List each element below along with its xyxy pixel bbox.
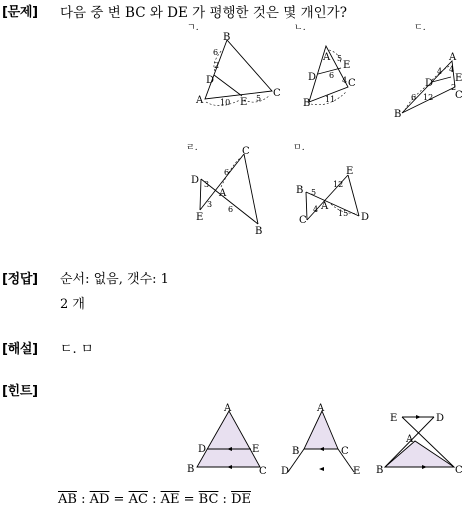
triangle xyxy=(197,411,260,467)
figure-a xyxy=(170,18,280,118)
vertex-label: E xyxy=(455,73,463,84)
segment-value: 10 xyxy=(220,98,231,107)
figure-c xyxy=(385,18,465,118)
vertex-label: B xyxy=(394,109,402,120)
segment-de xyxy=(432,77,451,82)
figure-d xyxy=(180,140,270,235)
vertex-label: C xyxy=(455,465,463,476)
equals-sign: = xyxy=(109,492,129,507)
vertex-label: D xyxy=(361,212,370,223)
figure-label: ㄱ. xyxy=(187,23,199,33)
ratio-sign: : xyxy=(218,492,232,507)
vertex-label: C xyxy=(299,215,307,226)
explanation-text: ㄷ. ㅁ xyxy=(60,342,94,357)
vertex-label: E xyxy=(390,413,398,424)
vertex-label: C xyxy=(455,90,463,101)
equals-sign: = xyxy=(179,492,199,507)
segment-value: 6 xyxy=(213,48,219,57)
vertex-label: A xyxy=(406,434,414,445)
segment-value: 12 xyxy=(333,180,344,189)
triangle xyxy=(385,441,454,467)
segment-value: 12 xyxy=(423,93,434,102)
hint-figure-1 xyxy=(180,402,270,477)
overline-segment: $\overline{AB}$ xyxy=(58,492,77,507)
segment-value: 3 xyxy=(207,200,213,209)
ratio-formula xyxy=(58,492,251,507)
segment-value: 2 xyxy=(451,83,457,92)
vertex-label: A xyxy=(317,403,325,414)
vertex-label: D xyxy=(436,413,445,424)
segment-de xyxy=(214,75,242,96)
figure-label: ㅁ. xyxy=(293,143,305,153)
figure-e xyxy=(285,140,375,235)
segment-value: 5 xyxy=(256,94,262,103)
segment-bc xyxy=(244,154,258,224)
vertex-label: B xyxy=(223,32,231,43)
segment-value: 6 xyxy=(329,71,335,80)
explanation-tag: [해설] xyxy=(2,342,38,357)
vertex-label: B xyxy=(255,226,263,237)
segment-value: 5 xyxy=(337,54,343,63)
vertex-label: A xyxy=(224,403,232,414)
arrow-marker xyxy=(416,415,421,419)
answer-tag: [정답] xyxy=(2,272,38,287)
segment-value: 5 xyxy=(311,188,317,197)
segment-value: 4 xyxy=(342,76,348,85)
vertex-label: D xyxy=(308,72,317,83)
hint-figure-3 xyxy=(375,402,465,477)
segment-value: 6 xyxy=(224,168,230,177)
vertex-label: C xyxy=(259,466,267,477)
vertex-label: D xyxy=(281,466,290,477)
vertex-label: D xyxy=(198,444,207,455)
vertex-label: D xyxy=(425,78,434,89)
overline-segment: $\overline{DE}$ xyxy=(231,492,251,507)
overline-segment: $\overline{AC}$ xyxy=(128,492,148,507)
vertex-label: C xyxy=(348,78,356,89)
vertex-label: A xyxy=(449,52,457,63)
ratio-sign: : xyxy=(147,492,161,507)
ratio-sign: : xyxy=(76,492,90,507)
vertex-label: E xyxy=(343,60,351,71)
vertex-label: E xyxy=(240,97,248,108)
vertex-label: C xyxy=(273,88,281,99)
segment-value: 3 xyxy=(204,180,210,189)
vertex-label: B xyxy=(187,464,195,475)
overline-segment: $\overline{AD}$ xyxy=(89,492,110,507)
vertex-label: D xyxy=(206,75,215,86)
answer-line1: 순서: 없음, 갯수: 1 xyxy=(60,272,169,287)
hint-tag: [힌트] xyxy=(2,384,38,399)
triangle xyxy=(304,411,338,449)
vertex-label: A xyxy=(321,201,329,212)
figure-b xyxy=(285,18,360,118)
vertex-label: A xyxy=(219,188,227,199)
vertex-label: C xyxy=(341,446,349,457)
vertex-label: E xyxy=(196,212,204,223)
vertex-label: E xyxy=(353,466,361,477)
hint-figure-2 xyxy=(280,402,365,477)
segment-de xyxy=(348,175,359,216)
segment-value: 4 xyxy=(449,65,455,74)
figure-label: ㄴ. xyxy=(294,23,306,33)
segment-value: 11 xyxy=(325,95,336,104)
vertex-label: C xyxy=(242,146,250,157)
vertex-label: B xyxy=(296,185,304,196)
overline-segment: $\overline{AE}$ xyxy=(160,492,180,507)
vertex-label: A xyxy=(323,52,331,63)
vertex-label: B xyxy=(292,446,300,457)
segment-de xyxy=(200,179,201,210)
segment-value: 15 xyxy=(338,209,349,218)
overline-segment: $\overline{BC}$ xyxy=(198,492,219,507)
segment-value: 4 xyxy=(313,205,319,214)
problem-tag: [문제] xyxy=(2,5,38,20)
answer-line2: 2 개 xyxy=(60,297,85,312)
problem-question: 다음 중 변 BC 와 DE 가 평행한 것은 몇 개인가? xyxy=(60,5,347,21)
vertex-label: B xyxy=(303,98,311,109)
vertex-label: B xyxy=(376,465,384,476)
segment-value: 6 xyxy=(228,205,234,214)
segment-value: 4 xyxy=(437,67,443,76)
vertex-label: A xyxy=(196,95,204,106)
vertex-label: E xyxy=(252,444,260,455)
figure-label: ㄷ. xyxy=(414,23,426,33)
vertex-label: D xyxy=(191,175,200,186)
segment-value: 2 xyxy=(214,61,220,70)
vertex-label: E xyxy=(346,166,354,177)
figure-label: ㄹ. xyxy=(186,143,198,153)
segment-value: 6 xyxy=(411,93,417,102)
arrow-marker xyxy=(319,467,324,471)
